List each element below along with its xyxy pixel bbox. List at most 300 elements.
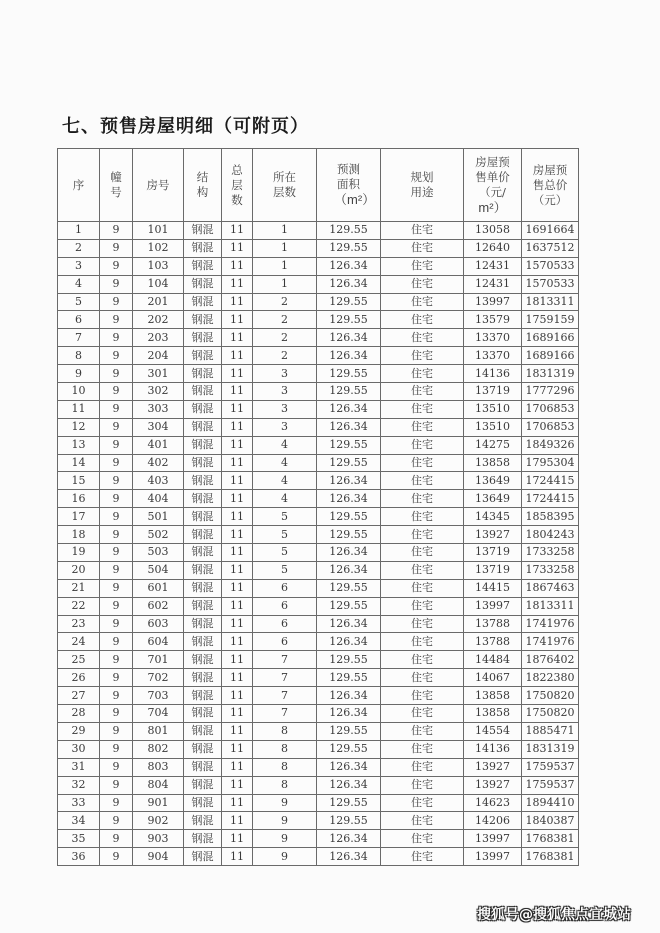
cell-total-price: 1570533 (522, 257, 579, 275)
cell-area: 126.34 (317, 472, 381, 490)
cell-room: 803 (133, 758, 184, 776)
cell-seq: 18 (58, 526, 100, 544)
cell-area: 126.34 (317, 705, 381, 723)
cell-total-floors: 11 (222, 705, 253, 723)
header-label: 总层数 (231, 162, 243, 207)
cell-building: 9 (100, 722, 133, 740)
cell-total-floors: 11 (222, 400, 253, 418)
cell-area: 126.34 (317, 418, 381, 436)
cell-unit-price: 14345 (464, 508, 522, 526)
cell-total-price: 1858395 (522, 508, 579, 526)
cell-structure: 钢混 (184, 794, 222, 812)
cell-building: 9 (100, 776, 133, 794)
cell-area: 129.55 (317, 508, 381, 526)
cell-structure: 钢混 (184, 311, 222, 329)
cell-area: 129.55 (317, 812, 381, 830)
cell-seq: 1 (58, 222, 100, 240)
cell-total-price: 1750820 (522, 687, 579, 705)
cell-floor: 4 (253, 436, 317, 454)
cell-usage: 住宅 (381, 544, 464, 562)
cell-usage: 住宅 (381, 365, 464, 383)
cell-area: 129.55 (317, 239, 381, 257)
cell-area: 126.34 (317, 615, 381, 633)
cell-structure: 钢混 (184, 293, 222, 311)
cell-building: 9 (100, 239, 133, 257)
cell-area: 126.34 (317, 758, 381, 776)
table-row (58, 633, 579, 651)
cell-structure: 钢混 (184, 544, 222, 562)
cell-building: 9 (100, 830, 133, 848)
table-row (58, 293, 579, 311)
cell-room: 201 (133, 293, 184, 311)
cell-total-floors: 11 (222, 472, 253, 490)
cell-building: 9 (100, 400, 133, 418)
cell-unit-price: 13788 (464, 633, 522, 651)
cell-structure: 钢混 (184, 776, 222, 794)
cell-building: 9 (100, 257, 133, 275)
table-row (58, 508, 579, 526)
cell-structure: 钢混 (184, 329, 222, 347)
cell-unit-price: 13858 (464, 454, 522, 472)
header-usage (381, 149, 464, 222)
table-row (58, 275, 579, 293)
cell-floor: 5 (253, 508, 317, 526)
table-row (58, 222, 579, 240)
cell-seq: 4 (58, 275, 100, 293)
cell-area: 129.55 (317, 526, 381, 544)
cell-building: 9 (100, 615, 133, 633)
table-row (58, 257, 579, 275)
header-area (317, 149, 381, 222)
cell-area: 126.34 (317, 490, 381, 508)
cell-floor: 3 (253, 365, 317, 383)
header-label: 所在层数 (273, 170, 296, 199)
cell-area: 126.34 (317, 687, 381, 705)
cell-seq: 33 (58, 794, 100, 812)
cell-floor: 6 (253, 579, 317, 597)
cell-usage: 住宅 (381, 633, 464, 651)
cell-floor: 1 (253, 275, 317, 293)
table-row (58, 597, 579, 615)
cell-unit-price: 13719 (464, 544, 522, 562)
cell-usage: 住宅 (381, 239, 464, 257)
cell-unit-price: 13927 (464, 526, 522, 544)
cell-floor: 3 (253, 383, 317, 401)
cell-usage: 住宅 (381, 669, 464, 687)
cell-unit-price: 13058 (464, 222, 522, 240)
cell-unit-price: 13927 (464, 758, 522, 776)
cell-usage: 住宅 (381, 794, 464, 812)
cell-building: 9 (100, 436, 133, 454)
cell-structure: 钢混 (184, 222, 222, 240)
cell-usage: 住宅 (381, 579, 464, 597)
cell-total-price: 1894410 (522, 794, 579, 812)
cell-room: 303 (133, 400, 184, 418)
table-row (58, 579, 579, 597)
cell-total-price: 1759537 (522, 758, 579, 776)
cell-area: 126.34 (317, 347, 381, 365)
cell-seq: 24 (58, 633, 100, 651)
cell-total-floors: 11 (222, 758, 253, 776)
cell-floor: 3 (253, 400, 317, 418)
cell-floor: 3 (253, 418, 317, 436)
cell-usage: 住宅 (381, 722, 464, 740)
cell-room: 504 (133, 561, 184, 579)
cell-total-floors: 11 (222, 418, 253, 436)
cell-unit-price: 13719 (464, 561, 522, 579)
table-row (58, 651, 579, 669)
cell-structure: 钢混 (184, 472, 222, 490)
cell-room: 802 (133, 740, 184, 758)
cell-building: 9 (100, 794, 133, 812)
cell-total-price: 1759537 (522, 776, 579, 794)
cell-seq: 6 (58, 311, 100, 329)
cell-area: 129.55 (317, 222, 381, 240)
header-unit-price (464, 149, 522, 222)
cell-usage: 住宅 (381, 526, 464, 544)
cell-unit-price: 13997 (464, 830, 522, 848)
cell-total-floors: 11 (222, 544, 253, 562)
cell-building: 9 (100, 758, 133, 776)
cell-building: 9 (100, 633, 133, 651)
cell-floor: 5 (253, 544, 317, 562)
cell-floor: 9 (253, 830, 317, 848)
cell-building: 9 (100, 329, 133, 347)
header-label: 房屋预售单价（元/ (475, 154, 510, 199)
header-floor (253, 149, 317, 222)
cell-usage: 住宅 (381, 383, 464, 401)
cell-total-floors: 11 (222, 633, 253, 651)
cell-seq: 16 (58, 490, 100, 508)
cell-usage: 住宅 (381, 848, 464, 866)
cell-total-floors: 11 (222, 436, 253, 454)
cell-seq: 3 (58, 257, 100, 275)
cell-total-price: 1733258 (522, 561, 579, 579)
cell-floor: 2 (253, 347, 317, 365)
cell-usage: 住宅 (381, 329, 464, 347)
header-total-price (522, 149, 579, 222)
cell-unit-price: 14136 (464, 740, 522, 758)
cell-building: 9 (100, 383, 133, 401)
cell-building: 9 (100, 347, 133, 365)
table-header-row (58, 149, 579, 222)
cell-area: 129.55 (317, 436, 381, 454)
cell-total-floors: 11 (222, 776, 253, 794)
cell-room: 801 (133, 722, 184, 740)
cell-total-price: 1741976 (522, 633, 579, 651)
cell-seq: 31 (58, 758, 100, 776)
cell-floor: 8 (253, 722, 317, 740)
cell-unit-price: 13579 (464, 311, 522, 329)
cell-structure: 钢混 (184, 651, 222, 669)
header-label: 序 (72, 177, 85, 192)
cell-area: 126.34 (317, 329, 381, 347)
cell-total-floors: 11 (222, 383, 253, 401)
cell-floor: 9 (253, 812, 317, 830)
cell-usage: 住宅 (381, 615, 464, 633)
cell-floor: 2 (253, 329, 317, 347)
cell-floor: 9 (253, 794, 317, 812)
header-label: 规划用途 (410, 170, 434, 199)
cell-room: 102 (133, 239, 184, 257)
cell-seq: 13 (58, 436, 100, 454)
cell-area: 126.34 (317, 561, 381, 579)
cell-room: 402 (133, 454, 184, 472)
cell-structure: 钢混 (184, 239, 222, 257)
cell-seq: 36 (58, 848, 100, 866)
cell-total-price: 1813311 (522, 293, 579, 311)
cell-building: 9 (100, 848, 133, 866)
cell-total-floors: 11 (222, 740, 253, 758)
cell-room: 304 (133, 418, 184, 436)
cell-usage: 住宅 (381, 758, 464, 776)
cell-room: 103 (133, 257, 184, 275)
cell-room: 203 (133, 329, 184, 347)
table-row (58, 687, 579, 705)
cell-area: 126.34 (317, 275, 381, 293)
cell-floor: 1 (253, 257, 317, 275)
cell-unit-price: 14623 (464, 794, 522, 812)
header-seq (58, 149, 100, 222)
cell-room: 603 (133, 615, 184, 633)
cell-room: 501 (133, 508, 184, 526)
cell-seq: 15 (58, 472, 100, 490)
cell-usage: 住宅 (381, 812, 464, 830)
header-unit: （m²） (334, 192, 376, 207)
cell-structure: 钢混 (184, 579, 222, 597)
cell-usage: 住宅 (381, 436, 464, 454)
cell-floor: 6 (253, 615, 317, 633)
cell-room: 902 (133, 812, 184, 830)
cell-building: 9 (100, 597, 133, 615)
cell-total-price: 1867463 (522, 579, 579, 597)
cell-floor: 2 (253, 311, 317, 329)
cell-area: 129.55 (317, 722, 381, 740)
cell-room: 904 (133, 848, 184, 866)
cell-unit-price: 13510 (464, 400, 522, 418)
cell-floor: 7 (253, 687, 317, 705)
cell-usage: 住宅 (381, 222, 464, 240)
table-row (58, 347, 579, 365)
table-row (58, 758, 579, 776)
cell-total-price: 1637512 (522, 239, 579, 257)
table-row (58, 776, 579, 794)
cell-area: 126.34 (317, 830, 381, 848)
cell-area: 126.34 (317, 633, 381, 651)
cell-area: 129.55 (317, 740, 381, 758)
cell-area: 126.34 (317, 400, 381, 418)
cell-usage: 住宅 (381, 561, 464, 579)
cell-structure: 钢混 (184, 436, 222, 454)
header-label: 房号 (146, 177, 170, 192)
cell-room: 204 (133, 347, 184, 365)
cell-seq: 34 (58, 812, 100, 830)
cell-building: 9 (100, 293, 133, 311)
cell-usage: 住宅 (381, 293, 464, 311)
cell-structure: 钢混 (184, 418, 222, 436)
table-body (58, 222, 579, 866)
cell-structure: 钢混 (184, 830, 222, 848)
cell-total-floors: 11 (222, 293, 253, 311)
table-row (58, 490, 579, 508)
presale-detail-table (57, 148, 579, 866)
table-row (58, 311, 579, 329)
cell-seq: 20 (58, 561, 100, 579)
cell-area: 129.55 (317, 293, 381, 311)
cell-seq: 19 (58, 544, 100, 562)
cell-area: 126.34 (317, 257, 381, 275)
cell-floor: 5 (253, 561, 317, 579)
cell-total-price: 1831319 (522, 740, 579, 758)
header-label: 预测面积 (337, 162, 360, 191)
cell-area: 129.55 (317, 454, 381, 472)
cell-total-floors: 11 (222, 490, 253, 508)
cell-seq: 27 (58, 687, 100, 705)
cell-unit-price: 13649 (464, 472, 522, 490)
cell-total-price: 1691664 (522, 222, 579, 240)
cell-total-price: 1733258 (522, 544, 579, 562)
cell-building: 9 (100, 812, 133, 830)
cell-total-price: 1768381 (522, 848, 579, 866)
cell-room: 903 (133, 830, 184, 848)
cell-floor: 4 (253, 490, 317, 508)
cell-room: 104 (133, 275, 184, 293)
cell-unit-price: 13719 (464, 383, 522, 401)
table-row (58, 418, 579, 436)
cell-building: 9 (100, 490, 133, 508)
cell-total-floors: 11 (222, 257, 253, 275)
cell-seq: 23 (58, 615, 100, 633)
cell-seq: 5 (58, 293, 100, 311)
cell-total-floors: 11 (222, 454, 253, 472)
cell-usage: 住宅 (381, 776, 464, 794)
cell-structure: 钢混 (184, 365, 222, 383)
cell-seq: 17 (58, 508, 100, 526)
cell-room: 502 (133, 526, 184, 544)
cell-total-floors: 11 (222, 239, 253, 257)
header-label: 幢号 (110, 170, 122, 199)
cell-floor: 6 (253, 597, 317, 615)
cell-unit-price: 13997 (464, 293, 522, 311)
cell-usage: 住宅 (381, 830, 464, 848)
cell-building: 9 (100, 454, 133, 472)
cell-floor: 4 (253, 472, 317, 490)
cell-total-floors: 11 (222, 508, 253, 526)
cell-seq: 10 (58, 383, 100, 401)
cell-total-floors: 11 (222, 311, 253, 329)
cell-seq: 11 (58, 400, 100, 418)
cell-seq: 26 (58, 669, 100, 687)
cell-total-price: 1813311 (522, 597, 579, 615)
header-structure (184, 149, 222, 222)
cell-unit-price: 12431 (464, 275, 522, 293)
cell-usage: 住宅 (381, 347, 464, 365)
cell-total-price: 1831319 (522, 365, 579, 383)
table-row (58, 365, 579, 383)
cell-floor: 8 (253, 740, 317, 758)
cell-total-price: 1768381 (522, 830, 579, 848)
table-row (58, 526, 579, 544)
cell-building: 9 (100, 526, 133, 544)
cell-room: 401 (133, 436, 184, 454)
table-row (58, 561, 579, 579)
cell-total-price: 1706853 (522, 418, 579, 436)
cell-seq: 30 (58, 740, 100, 758)
cell-total-price: 1795304 (522, 454, 579, 472)
cell-seq: 22 (58, 597, 100, 615)
cell-room: 101 (133, 222, 184, 240)
cell-total-price: 1741976 (522, 615, 579, 633)
cell-building: 9 (100, 365, 133, 383)
cell-structure: 钢混 (184, 705, 222, 723)
cell-unit-price: 13510 (464, 418, 522, 436)
page-title: 七、预售房屋明细（可附页） (62, 116, 309, 137)
cell-structure: 钢混 (184, 275, 222, 293)
cell-total-price: 1689166 (522, 329, 579, 347)
cell-structure: 钢混 (184, 687, 222, 705)
cell-structure: 钢混 (184, 490, 222, 508)
cell-area: 126.34 (317, 544, 381, 562)
cell-unit-price: 12640 (464, 239, 522, 257)
cell-structure: 钢混 (184, 812, 222, 830)
cell-seq: 28 (58, 705, 100, 723)
cell-usage: 住宅 (381, 400, 464, 418)
table-row (58, 383, 579, 401)
header-building (100, 149, 133, 222)
cell-total-floors: 11 (222, 812, 253, 830)
cell-structure: 钢混 (184, 400, 222, 418)
table-row (58, 329, 579, 347)
cell-area: 129.55 (317, 651, 381, 669)
cell-usage: 住宅 (381, 687, 464, 705)
cell-seq: 32 (58, 776, 100, 794)
cell-total-floors: 11 (222, 722, 253, 740)
cell-structure: 钢混 (184, 722, 222, 740)
cell-total-floors: 11 (222, 365, 253, 383)
cell-total-price: 1689166 (522, 347, 579, 365)
cell-usage: 住宅 (381, 275, 464, 293)
cell-unit-price: 13858 (464, 687, 522, 705)
cell-unit-price: 13788 (464, 615, 522, 633)
cell-room: 901 (133, 794, 184, 812)
cell-total-floors: 11 (222, 561, 253, 579)
cell-unit-price: 14415 (464, 579, 522, 597)
cell-building: 9 (100, 579, 133, 597)
cell-area: 129.55 (317, 365, 381, 383)
table-row (58, 669, 579, 687)
cell-usage: 住宅 (381, 472, 464, 490)
cell-structure: 钢混 (184, 257, 222, 275)
cell-usage: 住宅 (381, 454, 464, 472)
cell-room: 404 (133, 490, 184, 508)
cell-floor: 9 (253, 848, 317, 866)
cell-total-floors: 11 (222, 579, 253, 597)
cell-structure: 钢混 (184, 454, 222, 472)
header-label: 房屋预售总价（元） (532, 162, 568, 207)
cell-unit-price: 14067 (464, 669, 522, 687)
cell-floor: 1 (253, 222, 317, 240)
cell-room: 301 (133, 365, 184, 383)
cell-building: 9 (100, 311, 133, 329)
cell-building: 9 (100, 561, 133, 579)
cell-usage: 住宅 (381, 597, 464, 615)
cell-structure: 钢混 (184, 848, 222, 866)
table-row (58, 615, 579, 633)
table-row (58, 830, 579, 848)
cell-usage: 住宅 (381, 705, 464, 723)
cell-unit-price: 14206 (464, 812, 522, 830)
cell-building: 9 (100, 740, 133, 758)
